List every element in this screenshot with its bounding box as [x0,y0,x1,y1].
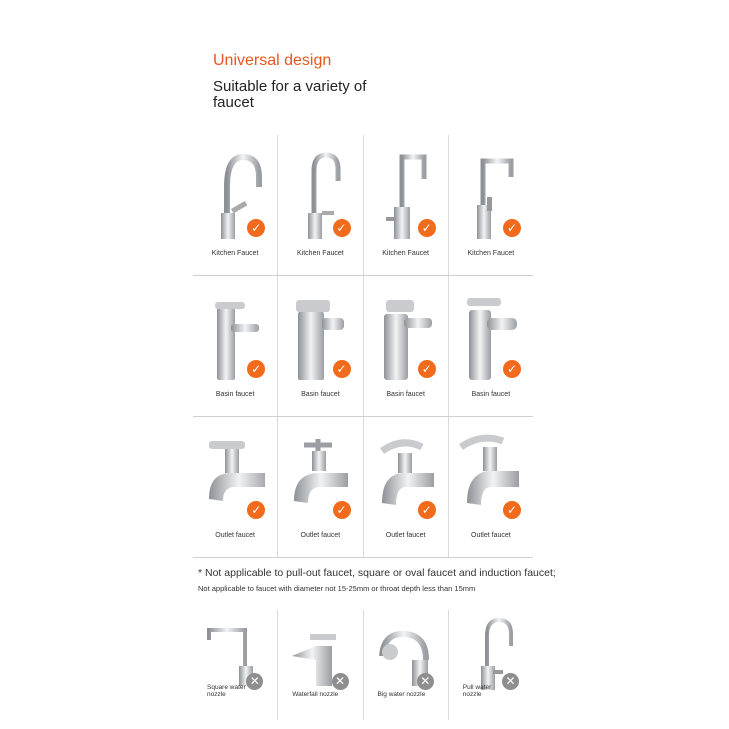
compatible-cell [448,135,533,275]
kitchen-row [193,135,533,276]
check-icon: ✓ [333,360,351,378]
subtitle-text: Suitable for a variety of faucet [213,78,367,111]
faucet-label: Big water nozzle [377,691,426,698]
faucet-label: Outlet faucet [300,532,341,539]
compatible-cell [193,276,277,416]
exclusion-note: * Not applicable to pull-out faucet, square or oval faucet and induction faucet; [198,567,556,579]
title-heading: Universal design [213,52,332,69]
compatible-cell [193,417,277,557]
compatible-cell [193,135,277,275]
faucet-label: Pull water nozzle [462,684,492,698]
faucet-label: Outlet faucet [385,532,426,539]
cross-icon: ✕ [502,673,519,690]
compatible-cell [277,135,362,275]
diameter-note: Not applicable to faucet with diameter not 15-25mm or throat depth less than 15mm [198,584,476,593]
check-icon: ✓ [333,501,351,519]
check-icon: ✓ [333,219,351,237]
compatible-cell [363,135,448,275]
incompatible-row [193,610,533,720]
cross-icon: ✕ [332,673,349,690]
check-icon: ✓ [247,219,265,237]
incompatible-faucet-grid [193,610,533,720]
faucet-label: Waterfall nozzle [292,691,339,698]
faucet-label: Basin faucet [386,391,425,398]
compatible-cell [448,276,533,416]
cross-icon: ✕ [417,673,434,690]
cross-icon: ✕ [246,673,263,690]
incompatible-cell [363,610,448,720]
check-icon: ✓ [418,360,436,378]
faucet-label: Kitchen Faucet [211,250,259,257]
incompatible-cell [448,610,533,720]
compatible-cell [277,276,362,416]
incompatible-cell [193,610,277,720]
check-icon: ✓ [503,360,521,378]
faucet-label: Kitchen Faucet [382,250,429,257]
compatible-cell [363,417,448,557]
check-icon: ✓ [503,501,521,519]
outlet-row [193,417,533,558]
check-icon: ✓ [418,219,436,237]
basin-row [193,276,533,417]
faucet-label: Square water nozzle [207,684,246,698]
faucet-label: Outlet faucet [215,532,255,539]
faucet-label: Basin faucet [471,391,511,398]
check-icon: ✓ [418,501,436,519]
compatible-cell [448,417,533,557]
compatible-cell [277,417,362,557]
compatible-faucet-grid [193,135,533,558]
incompatible-cell [277,610,362,720]
faucet-label: Basin faucet [215,391,255,398]
compatible-cell [363,276,448,416]
check-icon: ✓ [247,501,265,519]
check-icon: ✓ [247,360,265,378]
faucet-label: Kitchen Faucet [467,250,515,257]
faucet-label: Basin faucet [301,391,340,398]
faucet-label: Outlet faucet [471,532,511,539]
check-icon: ✓ [503,219,521,237]
faucet-label: Kitchen Faucet [297,250,344,257]
